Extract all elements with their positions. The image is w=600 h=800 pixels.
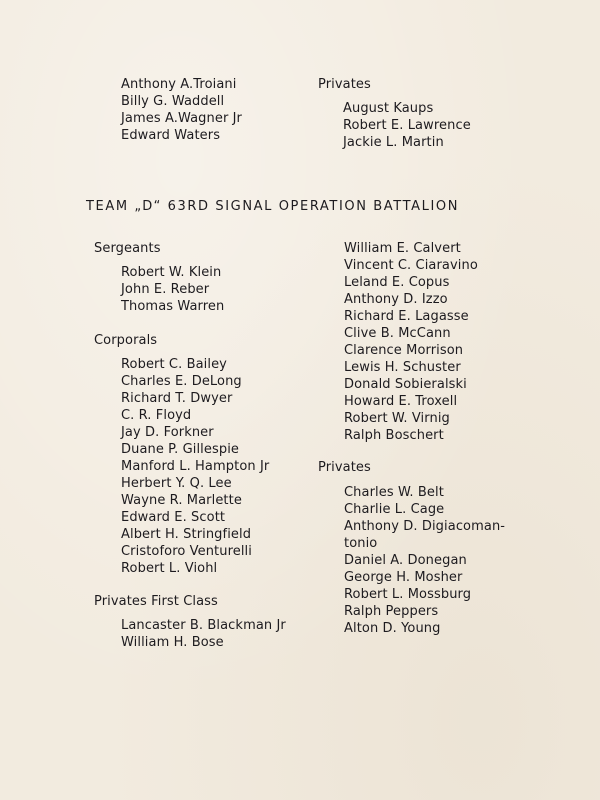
name-entry: Anthony D. Digiacoman- xyxy=(344,519,506,534)
name-entry: Robert E. Lawrence xyxy=(343,118,471,133)
name-entry: Jay D. Forkner xyxy=(121,425,214,440)
name-entry: Anthony D. Izzo xyxy=(344,292,448,307)
name-entry: Robert W. Virnig xyxy=(344,411,450,426)
name-entry: August Kaups xyxy=(343,101,434,116)
name-entry: Albert H. Stringfield xyxy=(121,527,252,542)
name-entry: Anthony A.Troiani xyxy=(121,77,237,92)
name-entry: Daniel A. Donegan xyxy=(344,553,467,568)
name-entry: James A.Wagner Jr xyxy=(121,111,242,126)
name-entry: Lancaster B. Blackman Jr xyxy=(121,618,286,633)
name-entry: Wayne R. Marlette xyxy=(121,493,242,508)
name-entry: John E. Reber xyxy=(121,282,210,297)
name-entry: Robert L. Mossburg xyxy=(344,587,472,602)
name-entry: Charlie L. Cage xyxy=(344,502,445,517)
privates-heading: Privates xyxy=(318,460,371,475)
name-entry: Charles E. DeLong xyxy=(121,374,242,389)
name-entry: Leland E. Copus xyxy=(344,275,450,290)
name-entry: Edward Waters xyxy=(121,128,221,143)
name-entry: Clarence Morrison xyxy=(344,343,464,358)
name-entry: Clive B. McCann xyxy=(344,326,451,341)
privates-heading: Privates xyxy=(318,77,371,92)
name-entry: Billy G. Waddell xyxy=(121,94,225,109)
name-entry: Alton D. Young xyxy=(344,621,441,636)
name-entry: Manford L. Hampton Jr xyxy=(121,459,270,474)
name-entry: Charles W. Belt xyxy=(344,485,444,500)
name-entry: Ralph Peppers xyxy=(344,604,439,619)
name-entry: William E. Calvert xyxy=(344,241,461,256)
name-entry: Cristoforo Venturelli xyxy=(121,544,252,559)
name-entry: Vincent C. Ciaravino xyxy=(344,258,478,273)
name-entry: William H. Bose xyxy=(121,635,224,650)
name-entry: C. R. Floyd xyxy=(121,408,192,423)
name-entry: George H. Mosher xyxy=(344,570,463,585)
name-entry: Richard T. Dwyer xyxy=(121,391,233,406)
name-entry: tonio xyxy=(344,536,378,551)
name-entry: Duane P. Gillespie xyxy=(121,442,240,457)
privates-first-class-heading: Privates First Class xyxy=(94,594,218,609)
name-entry: Thomas Warren xyxy=(121,299,225,314)
corporals-heading: Corporals xyxy=(94,333,158,348)
name-entry: Lewis H. Schuster xyxy=(344,360,461,375)
name-entry: Jackie L. Martin xyxy=(343,135,444,150)
name-entry: Ralph Boschert xyxy=(344,428,444,443)
team-title: TEAM „D“ 63RD SIGNAL OPERATION BATTALION xyxy=(86,199,460,214)
name-entry: Herbert Y. Q. Lee xyxy=(121,476,232,491)
name-entry: Richard E. Lagasse xyxy=(344,309,469,324)
name-entry: Donald Sobieralski xyxy=(344,377,467,392)
sergeants-heading: Sergeants xyxy=(94,241,161,256)
name-entry: Robert L. Viohl xyxy=(121,561,218,576)
name-entry: Howard E. Troxell xyxy=(344,394,458,409)
name-entry: Robert W. Klein xyxy=(121,265,222,280)
name-entry: Robert C. Bailey xyxy=(121,357,227,372)
name-entry: Edward E. Scott xyxy=(121,510,226,525)
